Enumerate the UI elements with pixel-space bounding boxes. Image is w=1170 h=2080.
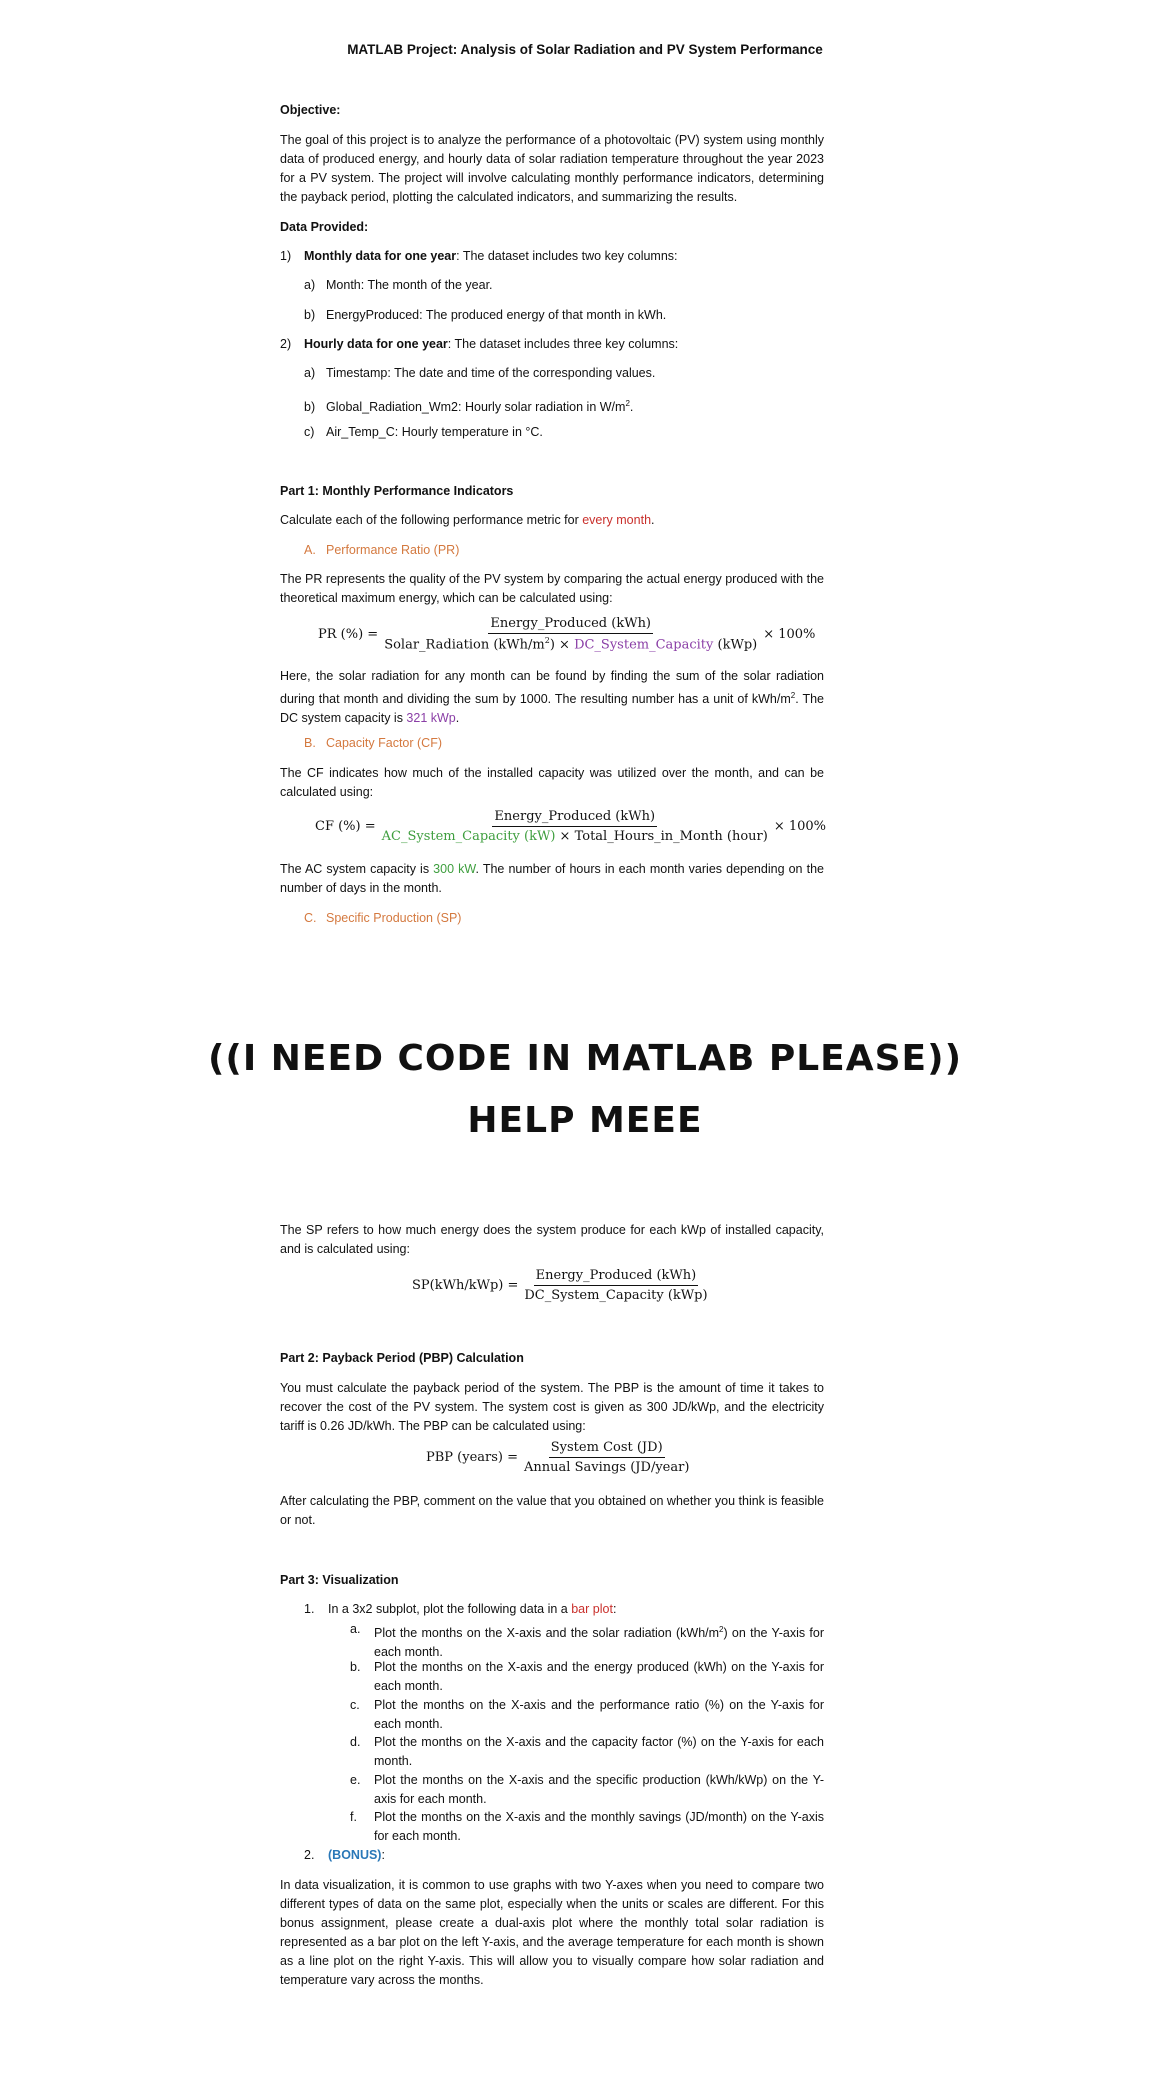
list-item: 2) Hourly data for one year: The dataset includes three key columns: bbox=[280, 337, 679, 351]
pr-note: Here, the solar radiation for any month can be found by finding the sum of the solar radiation during that month and dividing the sum by 1000. The resulting number has a unit of kWh/$m^2$. The DC system capacity is 321 kWp. bbox=[280, 669, 825, 726]
section-b-title: B. Capacity Factor (CF) bbox=[304, 736, 442, 750]
cf-note: The AC system capacity is 300 kW. The number of hours in each month varies depending on the number of days in the month. bbox=[280, 862, 824, 895]
list-item: 1. In a 3x2 subplot, plot the following data in a bar plot: bbox=[304, 1602, 617, 1616]
plea-line-2: HELP MEEE bbox=[467, 1100, 703, 1141]
list-item: b) EnergyProduced: The produced energy of that month in kWh. bbox=[304, 308, 667, 322]
pr-text: The PR represents the quality of the PV system by comparing the actual energy produced with the theoretical maximum energy, which can be calculated using: bbox=[280, 572, 824, 605]
objective-heading: Objective: bbox=[280, 103, 341, 117]
list-item: a. Plot the months on the X-axis and the solar radiation $(kWh/m^2)$ on the Y-axis for each month. bbox=[350, 1622, 824, 1660]
list-item: a) Month: The month of the year. bbox=[304, 278, 493, 292]
part1-intro: Calculate each of the following performance metric for every month. bbox=[280, 513, 655, 527]
part1-heading: Part 1: Monthly Performance Indicators bbox=[280, 484, 514, 498]
list-item: a) Timestamp: The date and time of the corresponding values. bbox=[304, 366, 656, 380]
pr-formula: PR (%) = $\frac{\text{Energy\_Produced (kWh)}}{Solar\_Radiation (kWh/m^2) \times DC\_System\_Capacity (kWp)}$ × 100% bbox=[318, 616, 816, 653]
bonus-text: In data visualization, it is common to use graphs with two Y-axes when you need to compare two different types of data on the same plot, especially when the units or scales are different. For this bonus assignment, please create a dual-axis plot where the monthly total solar radiation is represented as a bar plot on the left Y-axis, and the average temperature for each month is shown as a line plot on the right Y-axis. This will allow you to visually compare how solar radiation and temperature vary across the months. bbox=[280, 1878, 824, 1987]
list-item: 1) Monthly data for one year: The dataset includes two key columns: bbox=[280, 249, 678, 263]
part2-heading: Part 2: Payback Period (PBP) Calculation bbox=[280, 1351, 524, 1365]
list-item: c. Plot the months on the X-axis and the performance ratio (%) on the Y-axis for each month. bbox=[350, 1698, 824, 1731]
list-item: b) Global_Radiation_Wm2: Hourly solar radiation in $W/m^2$. bbox=[304, 399, 634, 415]
part2-after: After calculating the PBP, comment on the value that you obtained on whether you think is feasible or not. bbox=[280, 1494, 824, 1527]
list-item: e. Plot the months on the X-axis and the specific production (kWh/kWp) on the Y-axis for each month. bbox=[350, 1773, 824, 1806]
plea-line-1: ((I NEED CODE IN MATLAB PLEASE)) bbox=[207, 1038, 963, 1079]
part2-text: You must calculate the payback period of the system. The PBP is the amount of time it takes to recover the cost of the PV system. The system cost is given as 300 JD/kWp, and the electricity tariff is 0.26 JD/kWh. The PBP can be calculated using: bbox=[280, 1381, 824, 1433]
sp-text: The SP refers to how much energy does the system produce for each kWp of installed capacity, and is calculated using: bbox=[280, 1223, 824, 1256]
cf-formula: CF (%) = $\frac{\text{Energy\_Produced (kWh)}}{\text{AC\_System\_Capacity (kW) × Total\_Hours\_in\_Month (hour)}}$ × 100% bbox=[315, 809, 827, 844]
list-item: c) Air_Temp_C: Hourly temperature in °C. bbox=[304, 425, 543, 439]
part3-heading: Part 3: Visualization bbox=[280, 1573, 399, 1587]
pbp-formula: PBP (years) = $\frac{\text{System Cost (JD)}}{\text{Annual Savings (JD/year)}}$ bbox=[426, 1440, 690, 1475]
sp-formula: SP(kWh/kWp) = $\frac{\text{Energy\_Produced (kWh)}}{\text{DC\_System\_Capacity (kWp)}}$ bbox=[412, 1268, 708, 1303]
list-item: d. Plot the months on the X-axis and the capacity factor (%) on the Y-axis for each month. bbox=[350, 1735, 824, 1768]
document-title: MATLAB Project: Analysis of Solar Radiation and PV System Performance bbox=[347, 42, 823, 57]
data-provided-heading: Data Provided: bbox=[280, 220, 369, 234]
list-item: 2. (BONUS): bbox=[304, 1848, 385, 1862]
section-a-title: A. Performance Ratio (PR) bbox=[304, 543, 460, 557]
list-item: f. Plot the months on the X-axis and the monthly savings (JD/month) on the Y-axis for each month. bbox=[350, 1810, 824, 1843]
cf-text: The CF indicates how much of the installed capacity was utilized over the month, and can be calculated using: bbox=[280, 766, 824, 799]
section-c-title: C. Specific Production (SP) bbox=[304, 911, 462, 925]
objective-text: The goal of this project is to analyze the performance of a photovoltaic (PV) system using monthly data of produced energy, and hourly data of solar radiation temperature throughout the year 2023 for a PV system. The project will involve calculating monthly performance indicators, determining the payback period, plotting the calculated indicators, and summarizing the results. bbox=[280, 133, 824, 204]
list-item: b. Plot the months on the X-axis and the energy produced (kWh) on the Y-axis for each month. bbox=[350, 1660, 824, 1693]
